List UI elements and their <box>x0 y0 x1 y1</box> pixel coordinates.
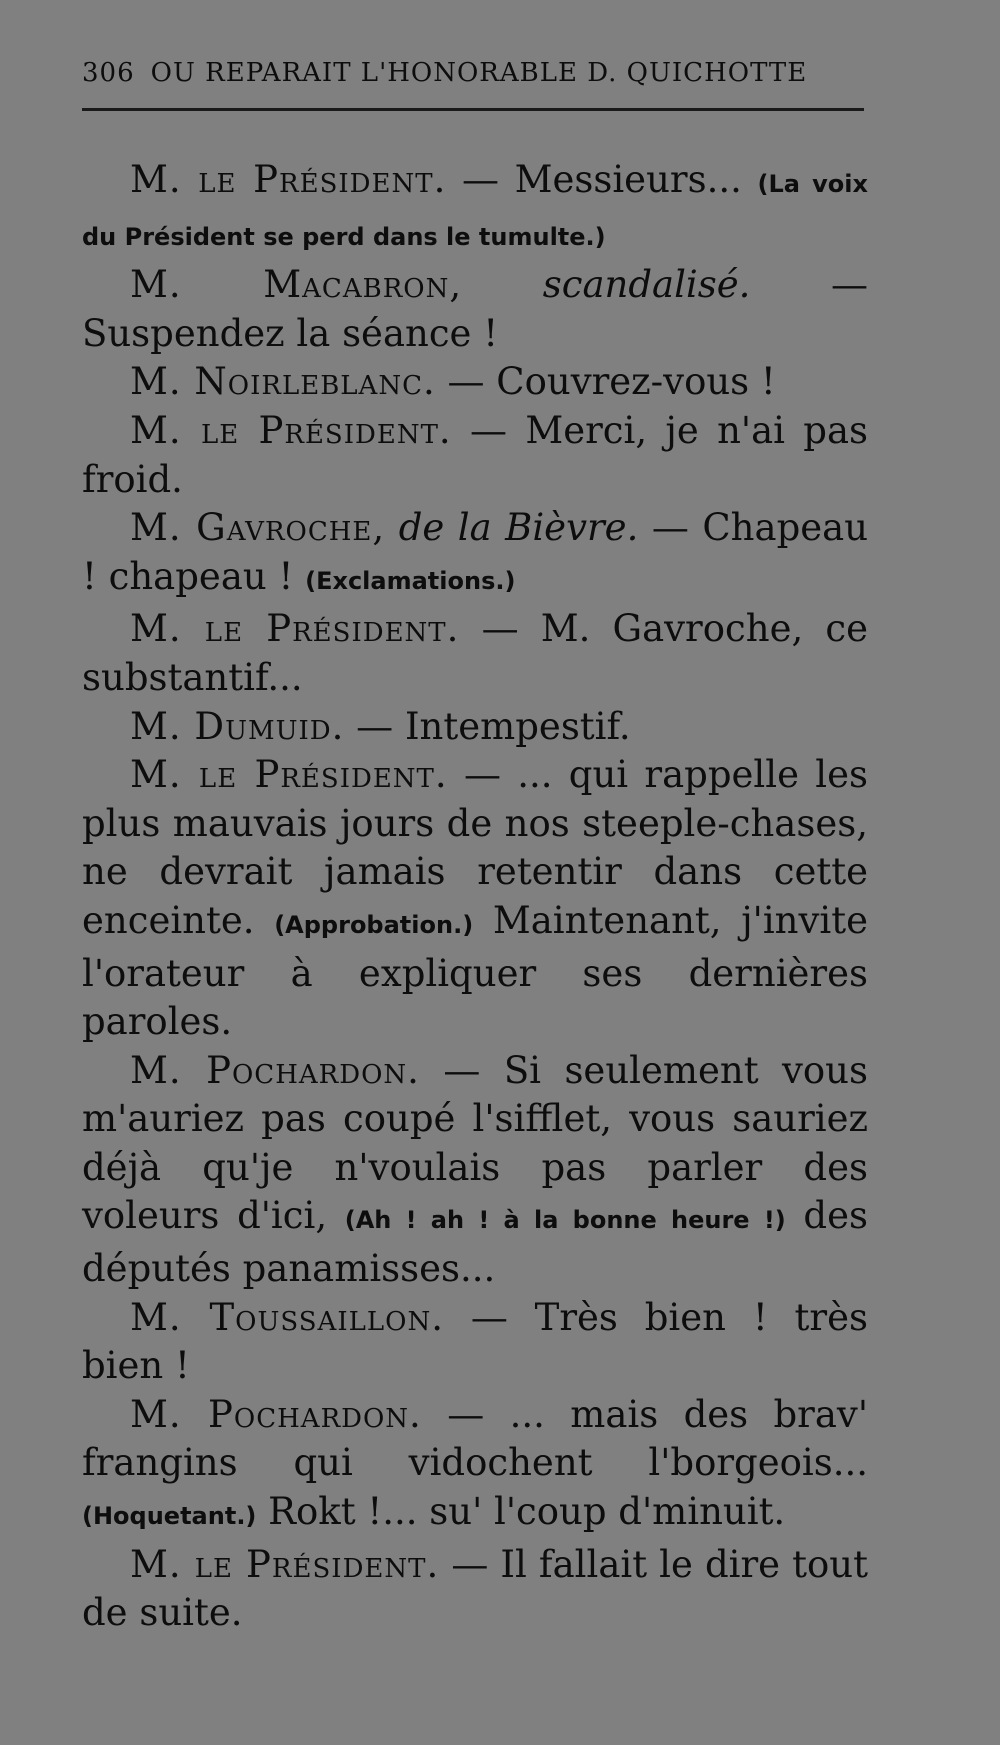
speaker-name: M. Gavroche, <box>130 506 386 550</box>
em-dash: — <box>463 753 501 797</box>
dialogue-paragraph <box>82 605 868 702</box>
stage-direction: (Hoquetant.) <box>82 1502 257 1531</box>
speaker-name: M. Pochardon. <box>130 1392 422 1436</box>
speech-text-continued: Maintenant, j'invite l'orateur à expliquer ses dernières paroles. <box>82 898 869 1044</box>
speaker-name: M. le Président. <box>130 158 447 201</box>
speaker-name: M. le Président. <box>130 408 452 452</box>
em-dash: — <box>451 1542 489 1586</box>
speech-text: Il fallait le dire tout de suite. <box>82 1542 868 1635</box>
em-dash: — <box>447 360 485 404</box>
em-dash: — <box>470 408 508 452</box>
dialogue-paragraph <box>82 504 868 605</box>
speaker-name: M. le Président. <box>130 1542 440 1586</box>
speech-text: Suspendez la séance ! <box>82 311 499 355</box>
em-dash: — <box>461 158 499 201</box>
stage-direction: (Ah ! ah ! à la bonne heure !) <box>344 1206 786 1235</box>
em-dash: — <box>481 607 519 651</box>
em-dash: — <box>470 1295 508 1339</box>
speech-text: Si seulement vous m'auriez pas coupé l'sifflet, vous sauriez déjà qu'je n'voulais pas parler des voleurs d'ici, <box>82 1048 869 1238</box>
dialogue-paragraph <box>82 261 868 358</box>
speech-text: Merci, je n'ai pas froid. <box>82 408 868 501</box>
running-header <box>82 58 864 92</box>
dialogue-paragraph <box>82 1294 868 1391</box>
em-dash: — <box>356 704 394 748</box>
speech-text: ... qui rappelle les plus mauvais jours de nos steeple-chases, ne devrait jamais retentir dans cette enceinte. <box>82 753 868 942</box>
speech-text: ... mais des brav' frangins qui vidochent l'borgeois... <box>82 1392 869 1485</box>
speech-text: Très bien ! très bien ! <box>82 1295 868 1388</box>
speech-text: Messieurs... <box>514 158 742 201</box>
dialogue-paragraph <box>82 751 868 1047</box>
em-dash: — <box>651 506 689 550</box>
stage-direction: (Approbation.) <box>274 910 474 939</box>
speaker-name: M. Noirleblanc. <box>130 360 436 404</box>
dialogue-paragraph <box>82 703 868 752</box>
speaker-qualifier: scandalisé. <box>542 263 751 307</box>
stage-direction: (Exclamations.) <box>305 566 516 595</box>
speaker-name: M. le Président. <box>130 607 460 651</box>
dialogue-paragraph <box>82 156 868 261</box>
em-dash: — <box>831 263 869 307</box>
speech-text-continued: des députés panamisses... <box>82 1194 868 1291</box>
dialogue-paragraph <box>82 1047 868 1294</box>
speech-text: Chapeau ! chapeau ! <box>82 506 869 598</box>
speaker-name: M. Dumuid. <box>130 704 345 748</box>
running-title: OU REPARAIT L'HONORABLE D. QUICHOTTE <box>150 58 808 88</box>
speech-text: M. Gavroche, ce substantif... <box>82 607 868 699</box>
dialogue-text <box>82 156 868 1638</box>
speaker-name: M. Pochardon. <box>130 1048 420 1092</box>
dialogue-paragraph <box>82 1541 868 1638</box>
dialogue-paragraph <box>82 358 868 407</box>
em-dash: — <box>443 1048 481 1092</box>
speech-text-continued: Rokt !... su' l'coup d'minuit. <box>268 1490 786 1534</box>
speaker-qualifier: de la Bièvre. <box>398 506 639 550</box>
page-number: 306 <box>82 58 135 88</box>
speaker-name: M. le Président. <box>130 753 448 797</box>
stage-direction: (La voix du Président se perd dans le tumulte.) <box>82 170 869 251</box>
speech-text: Intempestif. <box>404 704 631 748</box>
speech-text: Couvrez-vous ! <box>496 360 776 404</box>
dialogue-paragraph <box>82 1391 868 1541</box>
dialogue-paragraph <box>82 407 868 504</box>
em-dash: — <box>447 1392 485 1436</box>
speaker-name: M. Macabron, <box>130 263 463 307</box>
header-rule <box>82 108 864 111</box>
speaker-name: M. Toussaillon. <box>130 1295 444 1339</box>
